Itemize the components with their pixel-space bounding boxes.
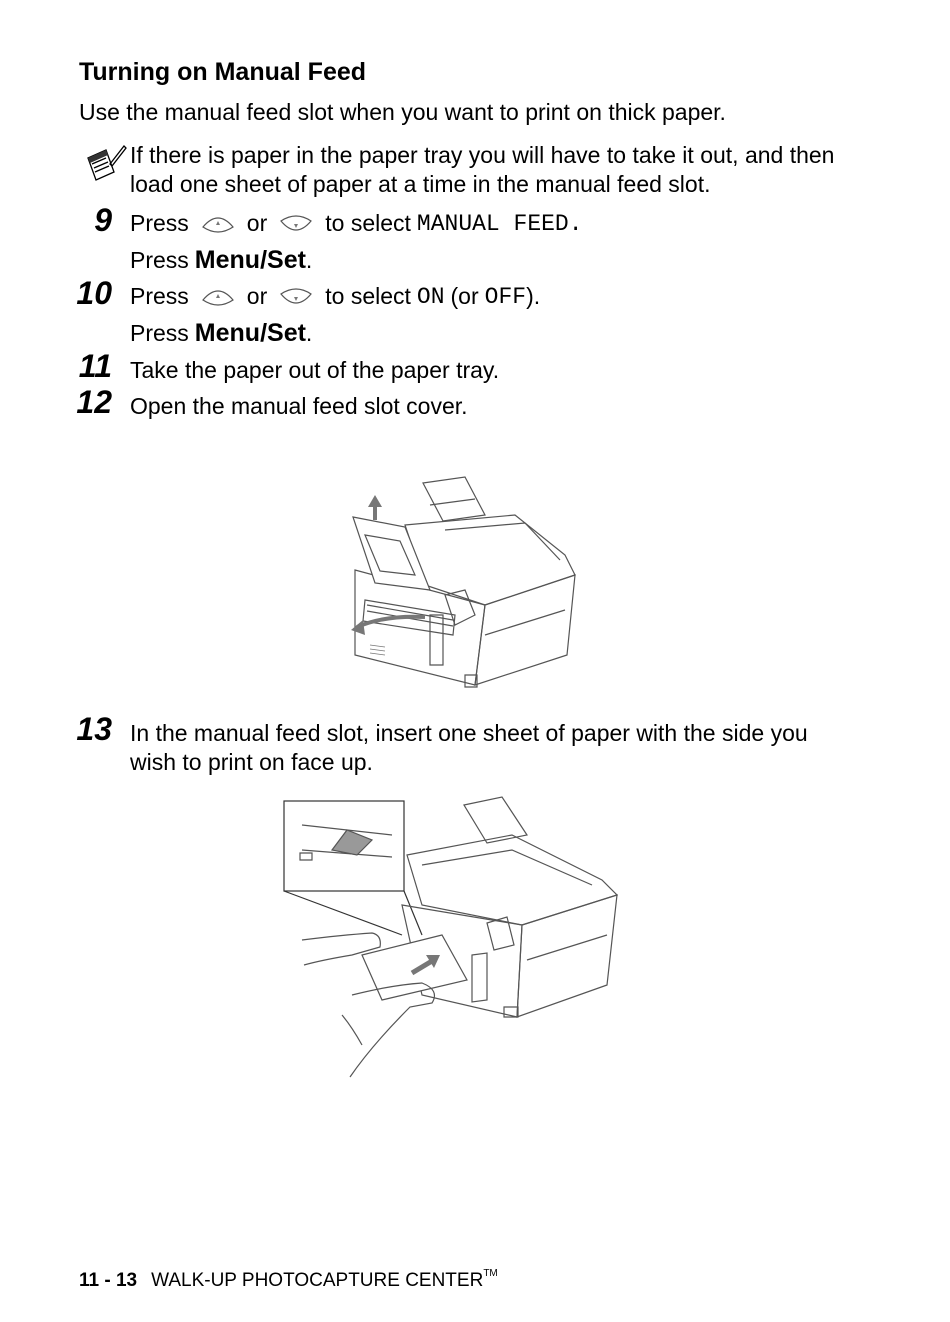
step-9-line-1	[130, 210, 583, 237]
printer-open-cover-illustration	[335, 475, 585, 695]
menu-set-key: Menu/Set	[194, 319, 306, 347]
down-arrow-key-icon	[279, 286, 313, 308]
menu-set-key: Menu/Set	[194, 246, 306, 274]
step-number: 10	[76, 275, 112, 311]
lcd-text-on: ON	[416, 283, 445, 310]
step-number: 9	[94, 202, 112, 238]
page-footer	[79, 1270, 498, 1292]
note-text: If there is paper in the paper tray you will have to take it out, and then load one sheet of paper at a time in the manual feed slot.	[130, 142, 835, 197]
step-9-line-2	[130, 246, 312, 275]
step-text: (or	[450, 283, 479, 309]
lcd-text-off: OFF	[484, 283, 527, 310]
down-arrow-key-icon	[279, 213, 313, 235]
printer-manual-feed-insert-illustration	[282, 795, 627, 1080]
intro-text: Use the manual feed slot when you want to print on thick paper.	[79, 99, 726, 125]
up-arrow-key-icon	[201, 286, 235, 308]
step-text: Press	[130, 320, 189, 346]
step-number: 12	[76, 384, 112, 420]
section-title: Turning on Manual Feed	[79, 58, 367, 86]
step-text: to select	[325, 283, 411, 309]
page-number: 11 - 13	[79, 1270, 138, 1291]
step-text: .	[305, 320, 313, 346]
lcd-text: MANUAL FEED.	[416, 210, 583, 237]
step-text: Press	[130, 283, 189, 309]
step-text: or	[246, 283, 268, 309]
footer-title: WALK-UP PHOTOCAPTURE CENTER	[151, 1270, 484, 1291]
step-number: 13	[76, 711, 112, 747]
step-text: ).	[526, 283, 541, 309]
step-10-line-2	[130, 319, 312, 348]
step-text: or	[246, 210, 268, 236]
up-arrow-key-icon	[201, 213, 235, 235]
step-text: to select	[325, 210, 411, 236]
step-text: Open the manual feed slot cover.	[130, 393, 468, 419]
step-text: Press	[130, 210, 189, 236]
step-text: Press	[130, 247, 189, 273]
step-10-line-1	[130, 283, 540, 310]
step-text: In the manual feed slot, insert one sheet of paper with the side you wish to print on face up.	[130, 720, 808, 775]
step-number: 11	[78, 348, 112, 384]
step-text: Take the paper out of the paper tray.	[130, 357, 500, 383]
step-text: .	[305, 247, 313, 273]
trademark-mark: TM	[483, 1268, 498, 1279]
note-pad-icon	[84, 142, 128, 186]
